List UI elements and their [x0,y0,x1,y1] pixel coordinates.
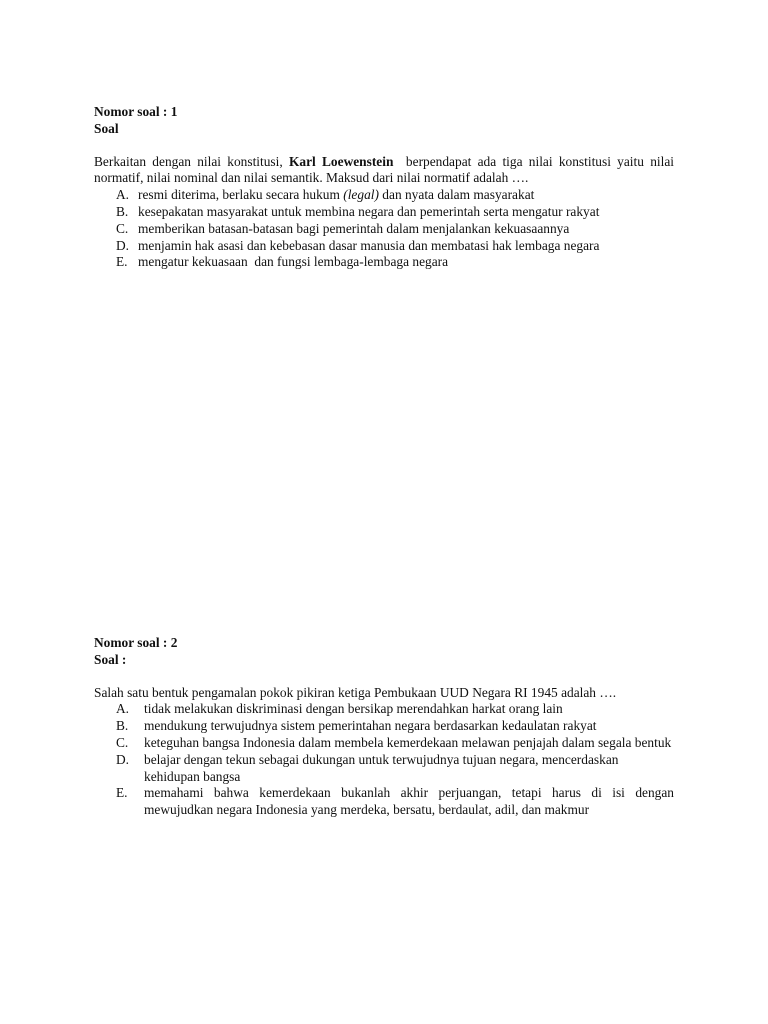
option-a [94,187,674,204]
option-letter: C. [116,734,129,750]
option-letter: E. [116,254,128,270]
option-letter: D. [116,237,130,253]
soal-label: Soal : [94,651,127,667]
option-text-italic: (legal) [343,187,379,203]
question-stem: Salah satu bentuk pengamalan pokok pikiran ketiga Pembukaan UUD Negara RI 1945 adalah …. [94,684,617,700]
option-text: menjamin hak asasi dan kebebasan dasar manusia dan membatasi hak lembaga negara [138,237,600,253]
option-b [94,204,674,221]
stem-bold-name: Karl Loewenstein [288,153,394,169]
option-b [94,718,674,735]
option-letter: D. [116,751,130,767]
option-letter: B. [116,718,129,734]
option-c [94,735,674,752]
option-text [138,187,674,204]
answer-options [94,187,674,271]
question-1 [94,104,678,271]
stem-text-after: berpendapat ada tiga nilai konstitusi yaitu nilai normatif, nilai nominal dan nilai semantik. Maksud dari nilai normatif adalah …. [94,153,678,186]
option-text: kesepakatan masyarakat untuk membina negara dan pemerintah serta mengatur rakyat [138,203,600,219]
option-d [94,238,674,255]
option-d [94,752,674,786]
option-letter: A. [116,187,130,203]
question-stem [94,153,678,188]
answer-options [94,701,674,819]
option-e [94,254,674,271]
option-text-after: dan nyata dalam masyarakat [378,187,535,203]
option-letter: E. [116,785,128,801]
option-text: tidak melakukan diskriminasi dengan bersikap merendahkan harkat orang lain [144,701,563,717]
option-a [94,701,674,718]
option-e [94,785,674,819]
option-text: belajar dengan tekun sebagai dukungan untuk terwujudnya tujuan negara, mencerdaskan kehidupan bangsa [144,751,619,784]
option-letter: C. [116,220,129,236]
option-letter: A. [116,701,130,717]
stem-text-before: Berkaitan dengan nilai konstitusi, [94,153,289,169]
option-text-before: resmi diterima, berlaku secara hukum [138,187,344,203]
option-text: mendukung terwujudnya sistem pemerintahan negara berdasarkan kedaulatan rakyat [144,718,597,734]
option-c [94,221,674,238]
soal-label: Soal [94,120,119,136]
question-2 [94,635,674,819]
option-text: memahami bahwa kemerdekaan bukanlah akhir perjuangan, tetapi harus di isi dengan mewujudkan negara Indonesia yang merdeka, bersatu, berdaulat, adil, dan makmur [144,785,674,818]
option-letter: B. [116,203,129,219]
option-text: mengatur kekuasaan dan fungsi lembaga-lembaga negara [138,254,449,270]
option-text: memberikan batasan-batasan bagi pemerintah dalam menjalankan kekuasaannya [138,220,570,236]
question-number-label: Nomor soal : 2 [94,635,178,650]
question-number-label: Nomor soal : 1 [94,104,178,119]
option-text: keteguhan bangsa Indonesia dalam membela kemerdekaan melawan penjajah dalam segala bentuk [144,734,672,750]
